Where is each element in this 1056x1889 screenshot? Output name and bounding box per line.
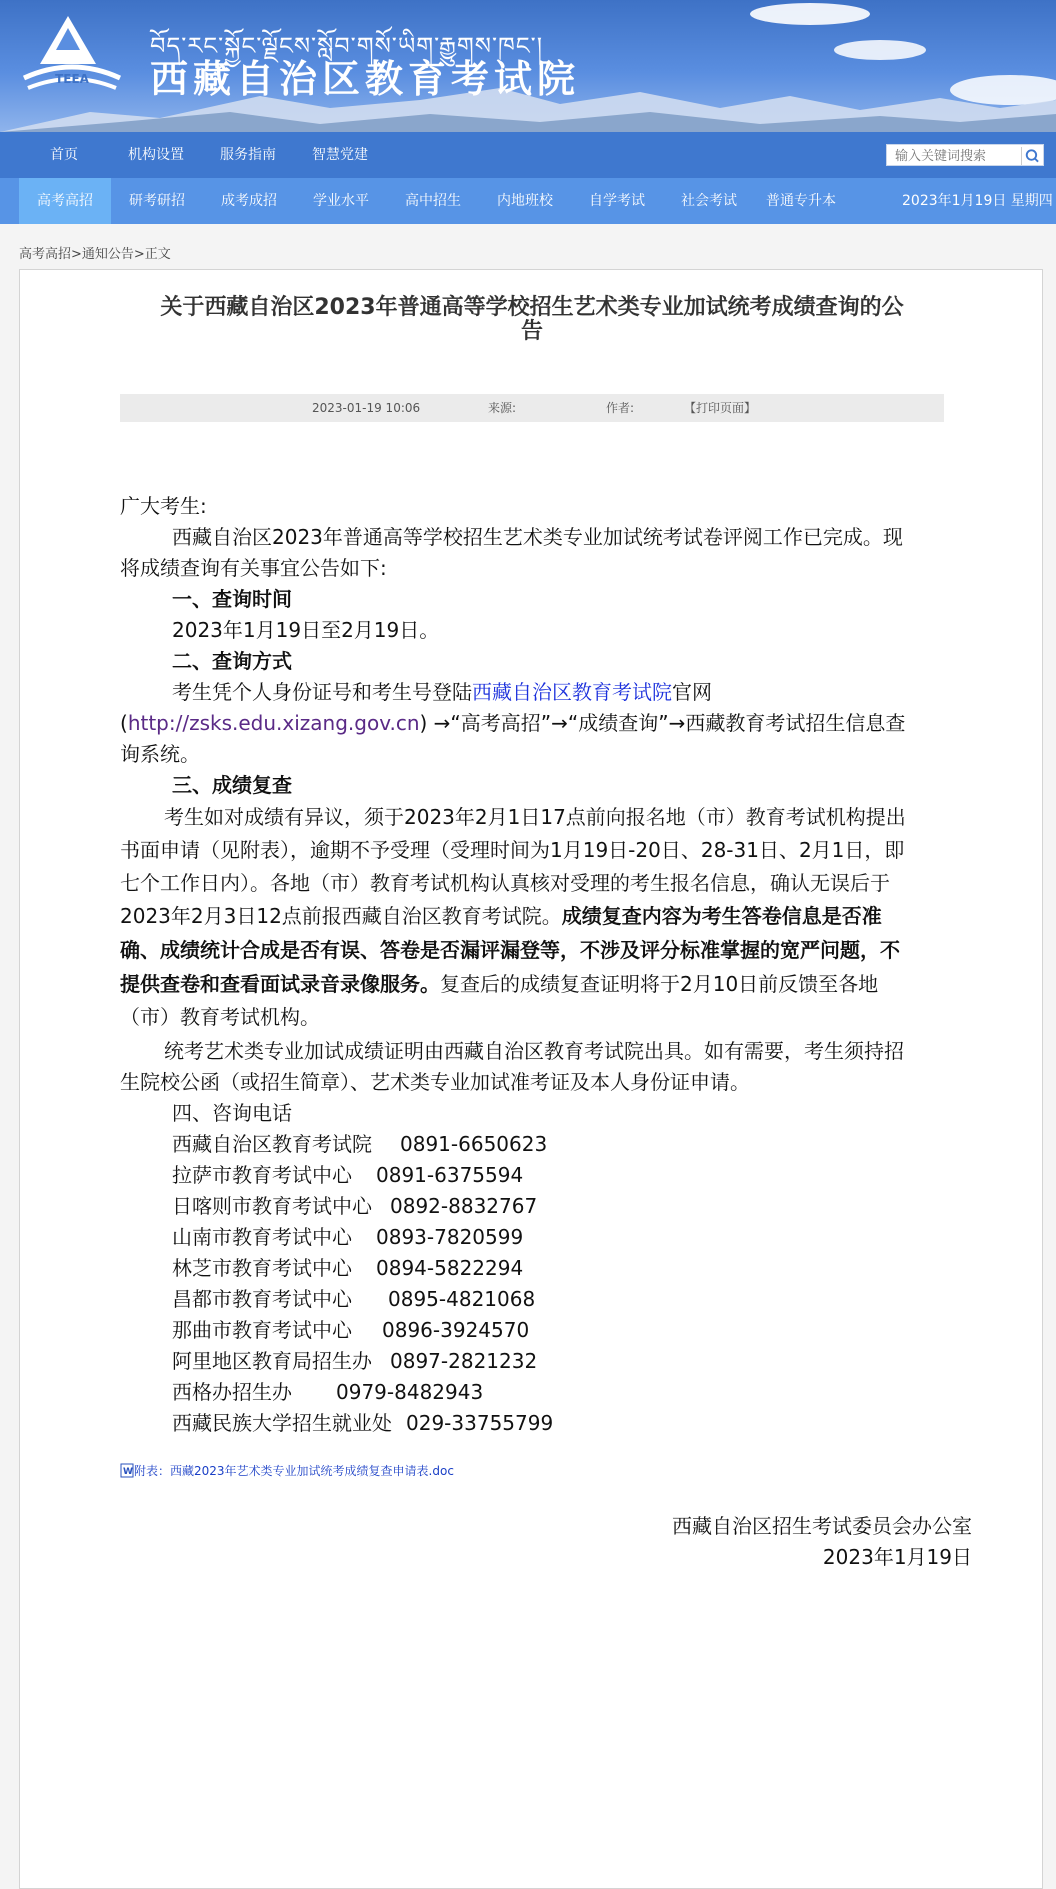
contact-name: 那曲市教育考试中心 xyxy=(172,1318,352,1342)
contact-name: 林芝市教育考试中心 xyxy=(172,1256,352,1280)
teea-logo xyxy=(18,14,126,94)
section-2-paren: ( xyxy=(120,711,128,735)
section-3-line-6 xyxy=(120,968,878,997)
section-3-line-7: （市）教育考试机构。 xyxy=(120,1005,320,1029)
article-title xyxy=(120,296,944,344)
contact-row xyxy=(172,1159,523,1188)
contact-name: 西藏民族大学招生就业处 xyxy=(172,1411,392,1435)
site-name: 西藏自治区教育考试院 xyxy=(150,57,581,101)
salutation: 广大考生: xyxy=(120,494,207,518)
section-2-line-2 xyxy=(120,707,905,736)
section-3-line-4a: 2023年2月3日12点前报西藏自治区教育考试院。 xyxy=(120,904,562,928)
certificate-line-2: 生院校公函（或招生简章）、艺术类专业加试准考证及本人身份证申请。 xyxy=(120,1070,750,1094)
contact-name: 日喀则市教育考试中心 xyxy=(172,1194,372,1218)
logo-text: TEEA xyxy=(55,72,89,86)
contact-phone: 0896-3924570 xyxy=(382,1318,530,1342)
search-box xyxy=(886,144,1044,166)
contact-phone: 0893-7820599 xyxy=(376,1225,524,1249)
contact-name: 阿里地区教育局招生办 xyxy=(172,1349,372,1373)
attachment-text[interactable]: 附表：西藏2023年艺术类专业加试统考成绩复查申请表.doc xyxy=(134,1464,454,1478)
section-3-line-3: 七个工作日内）。各地（市）教育考试机构认真核对受理的考生报名信息，确认无误后于 xyxy=(120,871,890,895)
contact-row xyxy=(172,1345,537,1374)
section-2-rest: ) →“高考高招”→“成绩查询”→西藏教育考试招生信息查 xyxy=(419,711,906,735)
search-input[interactable] xyxy=(887,147,1011,167)
certificate-line-1: 统考艺术类专业加试成绩证明由西藏自治区教育考试院出具。如有需要，考生须持招 xyxy=(164,1039,904,1063)
signature-date: 2023年1月19日 xyxy=(822,1545,972,1569)
search-icon[interactable] xyxy=(1021,147,1039,165)
article-panel xyxy=(19,269,1043,1889)
section-3-title: 三、成绩复查 xyxy=(172,773,292,797)
contact-phone: 0897-2821232 xyxy=(390,1349,538,1373)
nav-party-building[interactable]: 智慧党建 xyxy=(312,147,368,163)
nav-organization[interactable]: 机构设置 xyxy=(128,147,184,163)
tab-self-study[interactable]: 自学考试 xyxy=(589,193,645,209)
main-nav xyxy=(0,132,1056,178)
contact-row xyxy=(172,1190,537,1219)
contact-phone: 0892-8832767 xyxy=(390,1194,538,1218)
section-3-line-6a: 提供查卷和查看面试录音录像服务。 xyxy=(120,972,440,996)
website-url-link[interactable]: http://zsks.edu.xizang.gov.cn xyxy=(127,711,420,735)
tab-social-exam[interactable]: 社会考试 xyxy=(681,193,737,209)
tibetan-site-name: བོད་རང་སྐྱོང་ལྗོངས་སློབ་གསོ་ཡིག་རྒྱུགས་ཁང་། xyxy=(150,32,544,60)
contact-row xyxy=(172,1128,547,1157)
contact-phone: 0894-5822294 xyxy=(376,1256,524,1280)
tab-adult-exam[interactable]: 成考成招 xyxy=(221,193,277,209)
contact-phone: 0895-4821068 xyxy=(388,1287,536,1311)
word-document-icon xyxy=(120,1463,134,1478)
contact-row xyxy=(172,1407,553,1436)
section-2-line-1 xyxy=(172,676,712,705)
print-page-link[interactable]: 【打印页面】 xyxy=(684,401,757,415)
contact-phone: 0891-6650623 xyxy=(400,1132,548,1156)
meta-datetime: 2023-01-19 10:06 xyxy=(312,401,421,415)
section-3-line-2: 书面申请（见附表），逾期不予受理（受理时间为1月19日-20日、28-31日、2月1日，即 xyxy=(120,838,905,862)
section-1-text: 2023年1月19日至2月19日。 xyxy=(172,618,440,642)
contact-row xyxy=(172,1376,483,1405)
nav-service-guide[interactable]: 服务指南 xyxy=(220,147,276,163)
title-line-1: 关于西藏自治区2023年普通高等学校招生艺术类专业加试统考成绩查询的公 xyxy=(160,295,904,320)
section-3-line-1: 考生如对成绩有异议，须于2023年2月1日17点前向报名地（市）教育考试机构提出 xyxy=(164,805,906,829)
sub-nav xyxy=(0,178,1056,224)
contact-row xyxy=(172,1252,523,1281)
tab-inland-class[interactable]: 内地班校 xyxy=(497,193,553,209)
contact-name: 昌都市教育考试中心 xyxy=(172,1287,352,1311)
tab-upgrade[interactable]: 普通专升本 xyxy=(766,193,836,209)
section-3-line-4 xyxy=(120,900,882,929)
tab-gaokao[interactable]: 高考高招 xyxy=(19,178,111,224)
meta-source: 来源: xyxy=(488,401,517,415)
section-2-line-3: 询系统。 xyxy=(120,742,200,766)
contact-phone: 029-33755799 xyxy=(406,1411,554,1435)
contact-name: 山南市教育考试中心 xyxy=(172,1225,352,1249)
contact-name: 西藏自治区教育考试院 xyxy=(172,1132,372,1156)
contact-row xyxy=(172,1221,523,1250)
contact-phone: 0891-6375594 xyxy=(376,1163,524,1187)
breadcrumb[interactable]: 高考高招>通知公告>正文 xyxy=(19,247,171,262)
section-4-title: 四、咨询电话 xyxy=(172,1101,292,1125)
section-1-title: 一、查询时间 xyxy=(172,587,292,611)
section-2-title: 二、查询方式 xyxy=(172,649,292,673)
current-date: 2023年1月19日 星期四 xyxy=(902,193,1053,209)
title-line-2: 告 xyxy=(520,319,543,344)
section-2-post: 官网 xyxy=(672,680,712,704)
section-3-line-5: 确、成绩统计合成是否有误、答卷是否漏评漏登等，不涉及评分标准掌握的宽严问题，不 xyxy=(120,938,900,962)
nav-home[interactable]: 首页 xyxy=(50,147,78,163)
contact-name: 拉萨市教育考试中心 xyxy=(172,1163,352,1187)
tab-graduate-exam[interactable]: 研考研招 xyxy=(129,193,185,209)
intro-line-1: 西藏自治区2023年普通高等学校招生艺术类专业加试统考试卷评阅工作已完成。现 xyxy=(172,525,903,549)
signature-org: 西藏自治区招生考试委员会办公室 xyxy=(672,1514,972,1538)
svg-text:W: W xyxy=(123,1467,133,1477)
section-3-line-6b: 复查后的成绩复查证明将于2月10日前反馈至各地 xyxy=(440,972,879,996)
contact-row xyxy=(172,1314,529,1343)
tab-academic-level[interactable]: 学业水平 xyxy=(313,193,369,209)
attachment-link[interactable] xyxy=(120,1462,454,1479)
site-header xyxy=(0,0,1056,132)
exam-institute-link[interactable]: 西藏自治区教育考试院 xyxy=(472,680,672,704)
contact-row xyxy=(172,1283,535,1312)
tab-high-school[interactable]: 高中招生 xyxy=(405,193,461,209)
meta-author: 作者: xyxy=(606,401,635,415)
contact-phone: 0979-8482943 xyxy=(336,1380,484,1404)
intro-line-2: 将成绩查询有关事宜公告如下: xyxy=(120,556,387,580)
article-meta xyxy=(120,394,944,422)
section-3-line-4b: 成绩复查内容为考生答卷信息是否准 xyxy=(561,904,882,928)
contact-name: 西格办招生办 xyxy=(172,1380,292,1404)
section-2-pre: 考生凭个人身份证号和考生号登陆 xyxy=(172,680,472,704)
